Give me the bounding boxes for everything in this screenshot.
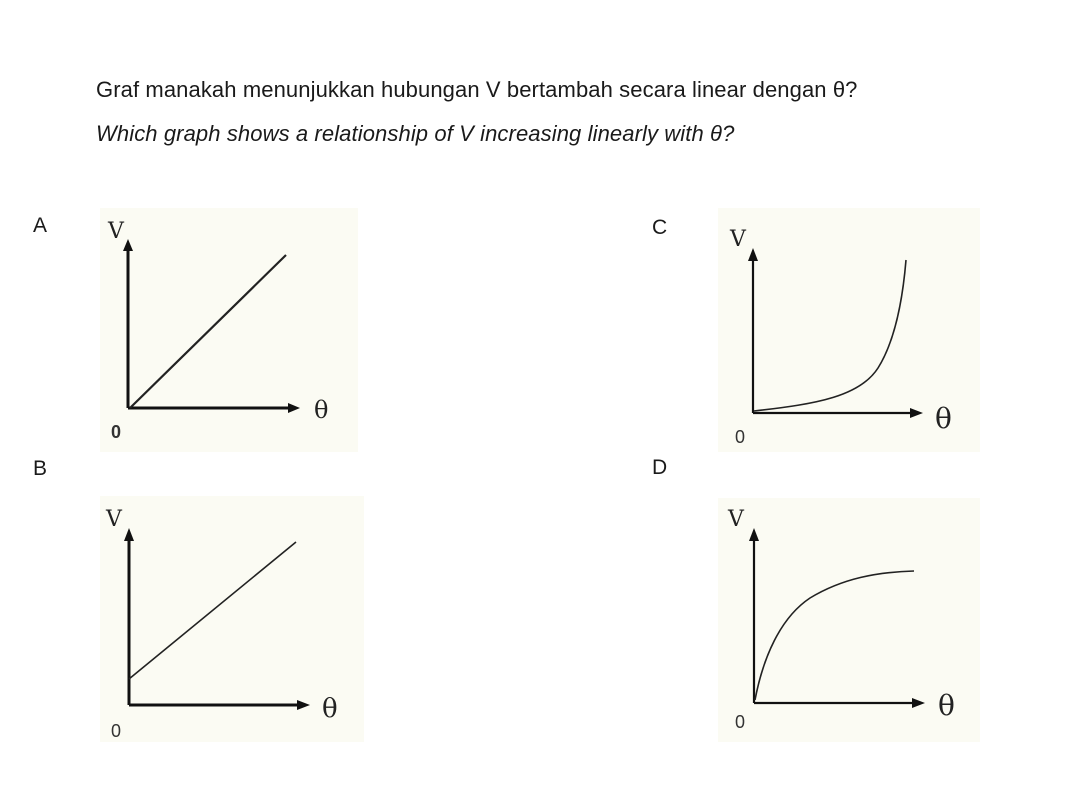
- option-b-svg: [100, 496, 364, 742]
- option-c-curve: [754, 260, 906, 411]
- question-malay: Graf manakah menunjukkan hubungan V bertambah secara linear dengan θ?: [96, 77, 858, 102]
- option-a-curve: [130, 255, 286, 408]
- option-d-svg: [718, 498, 980, 742]
- option-a-origin-label: 0: [111, 422, 122, 442]
- option-d-x-arrow-icon: [912, 698, 925, 708]
- option-c-y-label: V: [730, 227, 746, 252]
- option-d-graph[interactable]: [718, 498, 980, 742]
- option-d-origin-label: 0: [735, 712, 746, 732]
- option-a-svg: [100, 208, 358, 452]
- option-a-x-label: θ: [314, 396, 329, 424]
- option-a-x-arrow-icon: [288, 403, 300, 413]
- option-a-y-arrow-icon: [123, 239, 133, 251]
- option-c-x-arrow-icon: [910, 408, 923, 418]
- option-a-y-label: V: [108, 219, 124, 244]
- option-d-y-arrow-icon: [749, 528, 759, 541]
- option-d-curve: [755, 571, 914, 700]
- option-c-x-label: θ: [935, 402, 952, 435]
- option-c-graph[interactable]: [718, 208, 980, 452]
- option-b-graph[interactable]: [100, 496, 364, 742]
- option-a-graph[interactable]: [100, 208, 358, 452]
- option-c-letter: C: [652, 216, 668, 239]
- question-english: Which graph shows a relationship of V increasing linearly with θ?: [96, 121, 735, 146]
- option-b-x-label: θ: [322, 694, 338, 724]
- option-b-letter: B: [33, 457, 48, 480]
- option-a-letter: A: [33, 214, 48, 237]
- option-c-origin-label: 0: [735, 427, 746, 447]
- option-b-y-label: V: [106, 507, 122, 532]
- option-b-curve: [129, 542, 296, 679]
- option-b-origin-label: 0: [111, 721, 122, 741]
- option-c-y-arrow-icon: [748, 248, 758, 261]
- option-b-y-arrow-icon: [124, 528, 134, 541]
- option-b-x-arrow-icon: [297, 700, 310, 710]
- option-d-letter: D: [652, 456, 668, 479]
- option-d-x-label: θ: [938, 689, 955, 722]
- option-c-svg: [718, 208, 980, 452]
- option-d-y-label: V: [728, 507, 744, 532]
